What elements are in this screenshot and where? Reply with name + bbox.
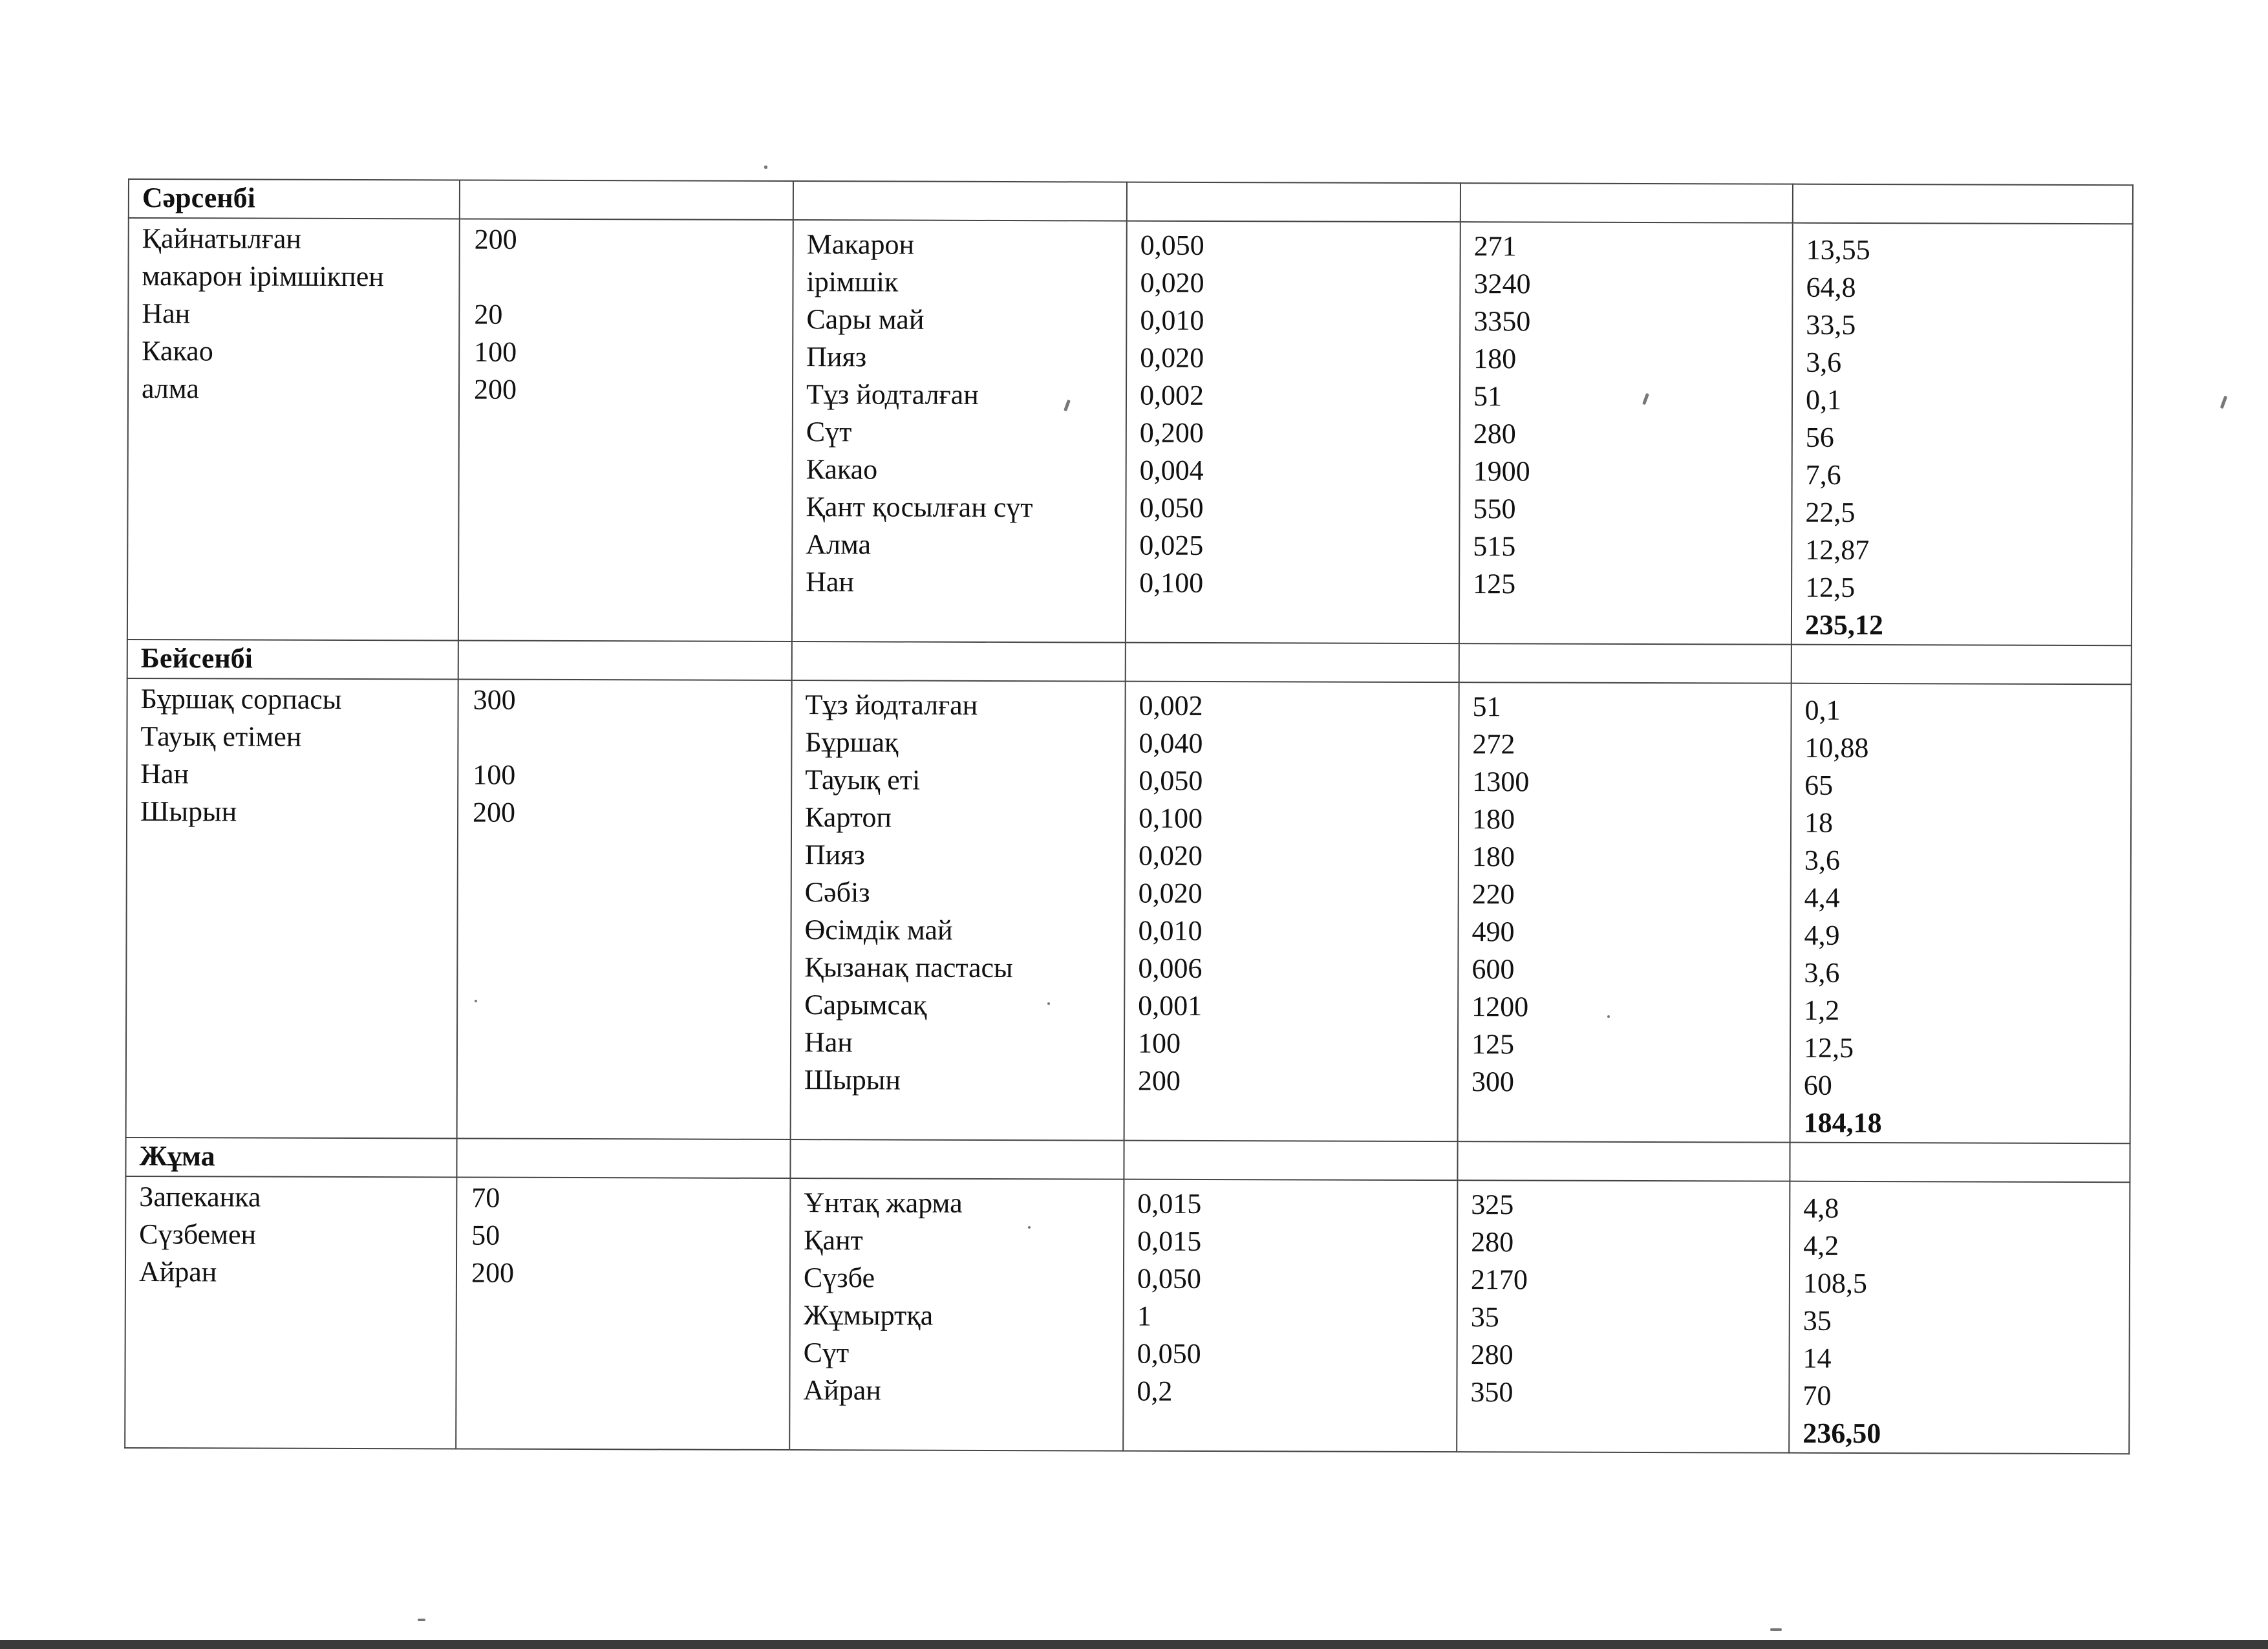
cell-line: Картоп bbox=[805, 801, 892, 834]
day-header-row bbox=[125, 1137, 2130, 1182]
cost-cell bbox=[1789, 1181, 2130, 1454]
cell-line: Тауық етімен bbox=[140, 720, 302, 753]
cell-line: 0,020 bbox=[1138, 839, 1203, 872]
cell-line: 0,001 bbox=[1138, 989, 1203, 1022]
cell-line: 64,8 bbox=[1806, 271, 1856, 303]
cell-line: Сүзбе bbox=[803, 1262, 875, 1294]
ingredients-cell bbox=[792, 220, 1127, 643]
cell-line: Нан bbox=[806, 566, 855, 598]
day-title: Бейсенбі bbox=[127, 640, 458, 680]
cell-line: 0,050 bbox=[1137, 1337, 1201, 1370]
day-header-empty-cell bbox=[793, 181, 1127, 221]
cell-line: 14 bbox=[1803, 1342, 1832, 1374]
day-items-row bbox=[127, 218, 2133, 645]
ingredients-cell bbox=[791, 680, 1126, 1141]
cell-line: 4,8 bbox=[1803, 1192, 1839, 1224]
day-header-empty-cell bbox=[456, 1139, 790, 1179]
cell-line: Запеканка bbox=[139, 1181, 261, 1213]
cell-line: 2170 bbox=[1470, 1264, 1528, 1296]
cell-line: 3,6 bbox=[1806, 346, 1842, 378]
cell-line: 280 bbox=[1473, 418, 1516, 450]
cell-line: Какао bbox=[806, 453, 878, 486]
day-header-empty-cell bbox=[1793, 184, 2133, 224]
cell-line: 300 bbox=[1471, 1066, 1514, 1098]
cell-line: Пияз bbox=[804, 839, 865, 871]
cell-line: 0,006 bbox=[1138, 952, 1203, 984]
cell-line: 4,4 bbox=[1804, 881, 1840, 914]
cell-line: 0,010 bbox=[1140, 304, 1204, 336]
cell-line: 3350 bbox=[1473, 305, 1531, 338]
cell-line: 200 bbox=[474, 223, 517, 255]
day-items-row bbox=[125, 1176, 2130, 1454]
cell-line: 0,1 bbox=[1805, 383, 1842, 416]
cell-line: 180 bbox=[1471, 841, 1515, 873]
price-cell bbox=[1459, 222, 1793, 645]
table-body bbox=[125, 179, 2133, 1454]
cell-line: 1900 bbox=[1473, 455, 1530, 488]
ingredients-cell bbox=[789, 1178, 1124, 1451]
cell-line: Өсімдік май bbox=[804, 914, 953, 946]
cell-line: 200 bbox=[473, 796, 516, 828]
day-header-empty-cell bbox=[1457, 1141, 1790, 1181]
cell-line: 200 bbox=[1137, 1064, 1181, 1097]
cell-line: 0,002 bbox=[1139, 689, 1203, 722]
quantity-cell bbox=[1123, 1180, 1457, 1452]
cell-line: 325 bbox=[1471, 1189, 1514, 1221]
day-header-empty-cell bbox=[1127, 182, 1460, 222]
cell-line: Сүт bbox=[803, 1337, 850, 1369]
cell-line: 0,015 bbox=[1137, 1225, 1202, 1257]
cell-line: 350 bbox=[1470, 1376, 1514, 1408]
cell-line bbox=[473, 719, 791, 757]
cell-line: 0,2 bbox=[1137, 1375, 1173, 1407]
cell-line: 4,9 bbox=[1804, 919, 1840, 951]
cell-line: 10,88 bbox=[1804, 731, 1869, 764]
cell-line: Макарон bbox=[806, 228, 915, 261]
cell-line: 280 bbox=[1470, 1339, 1514, 1371]
cell-line: Қайнатылған bbox=[142, 222, 302, 255]
cell-line: 0,050 bbox=[1140, 229, 1204, 261]
cell-line: 220 bbox=[1471, 878, 1515, 911]
cell-line: 0,004 bbox=[1139, 454, 1204, 486]
cell-line: 13,55 bbox=[1806, 233, 1870, 266]
scan-speck bbox=[1028, 1226, 1031, 1229]
cell-line: 51 bbox=[1472, 691, 1501, 723]
cell-line: Нан bbox=[804, 1026, 853, 1059]
cell-line: Бұршақ сорпасы bbox=[140, 683, 342, 715]
cost-cell bbox=[1792, 223, 2133, 646]
cell-line: 1200 bbox=[1471, 991, 1529, 1023]
cell-line: 271 bbox=[1473, 230, 1517, 263]
cell-line: 12,5 bbox=[1803, 1031, 1854, 1064]
cell-line: Жұмыртқа bbox=[803, 1299, 934, 1331]
scan-speck bbox=[475, 1000, 477, 1002]
cell-line: 0,020 bbox=[1140, 266, 1204, 299]
cell-line bbox=[474, 259, 792, 297]
cell-line: 70 bbox=[471, 1181, 500, 1214]
cell-line: 108,5 bbox=[1803, 1267, 1868, 1299]
cell-line: Шырын bbox=[140, 795, 237, 828]
cell-line: 0,015 bbox=[1137, 1187, 1202, 1220]
cell-line: 0,050 bbox=[1139, 764, 1203, 797]
cell-line: 20 bbox=[474, 298, 503, 330]
cell-line: 7,6 bbox=[1805, 458, 1841, 491]
cell-line: 33,5 bbox=[1806, 308, 1856, 341]
scan-speck bbox=[1607, 1015, 1610, 1018]
day-header-empty-cell bbox=[1460, 183, 1793, 223]
cell-line: 200 bbox=[471, 1256, 515, 1289]
cell-line: 35 bbox=[1470, 1301, 1499, 1333]
cell-line: 125 bbox=[1473, 568, 1516, 600]
day-header-empty-cell bbox=[792, 641, 1126, 682]
cell-line: Сүт bbox=[806, 416, 852, 448]
cell-line: Қант қосылған сүт bbox=[806, 491, 1033, 524]
cell-line: 100 bbox=[474, 336, 517, 368]
cell-line: 180 bbox=[1473, 343, 1517, 375]
cell-line: Тауық еті bbox=[805, 764, 921, 796]
cost-cell bbox=[1790, 684, 2132, 1144]
cell-line: 3,6 bbox=[1804, 844, 1840, 876]
cell-line: 100 bbox=[473, 759, 516, 791]
cell-line: 0,050 bbox=[1139, 491, 1204, 524]
cell-line: 50 bbox=[471, 1219, 500, 1251]
day-title: Сәрсенбі bbox=[129, 179, 460, 219]
cell-line: 550 bbox=[1473, 493, 1516, 525]
portion-cell bbox=[458, 219, 793, 642]
day-header-empty-cell bbox=[458, 641, 792, 681]
scan-speck bbox=[1047, 1002, 1050, 1005]
dish-names-cell bbox=[126, 678, 458, 1139]
cell-line: Айран bbox=[803, 1374, 881, 1406]
cell-line: макарон ірімшікпен bbox=[142, 260, 384, 293]
cell-line: 1 bbox=[1137, 1300, 1151, 1332]
cell-line: Сүзбемен bbox=[139, 1218, 257, 1251]
cell-line: Пияз bbox=[806, 341, 867, 373]
day-header-empty-cell bbox=[790, 1139, 1124, 1180]
cell-line: 18 bbox=[1804, 806, 1834, 839]
cell-line: 56 bbox=[1805, 421, 1834, 453]
menu-cost-table bbox=[124, 178, 2134, 1454]
cell-line: алма bbox=[141, 372, 200, 405]
scan-speck bbox=[1770, 1628, 1782, 1631]
day-header-row bbox=[129, 179, 2133, 224]
cell-line: Шырын bbox=[804, 1064, 901, 1096]
cell-line: 1300 bbox=[1472, 766, 1530, 798]
cell-line: 200 bbox=[473, 373, 517, 405]
dish-names-cell bbox=[125, 1176, 456, 1449]
cell-line: Алма bbox=[806, 528, 872, 561]
day-header-empty-cell bbox=[1459, 643, 1792, 684]
cell-line: 0,200 bbox=[1139, 416, 1204, 449]
cell-line: 180 bbox=[1471, 803, 1515, 835]
cell-line: Сәбіз bbox=[804, 876, 870, 909]
cell-line: 3,6 bbox=[1804, 956, 1840, 989]
day-header-empty-cell bbox=[1792, 645, 2132, 685]
day-header-empty-cell bbox=[1124, 1141, 1457, 1181]
cell-line: 0,025 bbox=[1139, 529, 1204, 561]
cell-line: Нан bbox=[140, 758, 189, 790]
cell-line: 0,020 bbox=[1138, 877, 1203, 909]
cell-line: 490 bbox=[1471, 916, 1515, 948]
cell-line: Сарымсақ bbox=[804, 989, 927, 1021]
scan-speck bbox=[2220, 396, 2228, 409]
cell-line: Нан bbox=[142, 297, 191, 330]
cell-line: Айран bbox=[138, 1256, 217, 1288]
cell-line: 600 bbox=[1471, 953, 1515, 986]
quantity-cell bbox=[1124, 682, 1459, 1142]
day-header-empty-cell bbox=[460, 180, 793, 221]
cell-line: Ұнтақ жарма bbox=[804, 1187, 963, 1219]
cell-line: 1,2 bbox=[1804, 994, 1840, 1026]
cell-line: 0,002 bbox=[1139, 379, 1204, 411]
cell-line: Бұршақ bbox=[805, 726, 899, 759]
day-header-row bbox=[127, 640, 2132, 684]
cell-line: 0,100 bbox=[1138, 802, 1203, 834]
scan-speck bbox=[764, 166, 767, 169]
cell-line: 3240 bbox=[1473, 268, 1531, 300]
day-header-empty-cell bbox=[1790, 1143, 2130, 1183]
cell-line: 12,5 bbox=[1805, 571, 1856, 603]
cell-line: 0,100 bbox=[1139, 566, 1204, 599]
quantity-cell bbox=[1126, 221, 1460, 644]
cell-line: Тұз йодталған bbox=[805, 689, 978, 721]
cell-line: 22,5 bbox=[1805, 496, 1856, 528]
cell-line: 4,2 bbox=[1803, 1229, 1839, 1262]
dish-names-cell bbox=[127, 218, 460, 641]
cell-line: Сары май bbox=[806, 303, 925, 336]
cell-line: 0,040 bbox=[1139, 727, 1203, 759]
day-title: Жұма bbox=[125, 1137, 456, 1178]
cell-line: 0,010 bbox=[1138, 914, 1203, 947]
cell-line: 125 bbox=[1471, 1028, 1515, 1061]
scan-speck bbox=[418, 1619, 425, 1621]
cell-line: Қызанақ пастасы bbox=[804, 951, 1013, 984]
cell-line: 300 bbox=[473, 684, 516, 716]
scan-bottom-edge bbox=[0, 1640, 2268, 1649]
portion-cell bbox=[456, 1178, 790, 1450]
cell-line: 65 bbox=[1804, 769, 1834, 801]
cell-line: 280 bbox=[1471, 1226, 1514, 1258]
cell-line: 70 bbox=[1803, 1379, 1832, 1412]
price-cell bbox=[1458, 682, 1792, 1143]
portion-cell bbox=[457, 680, 792, 1140]
cell-line: 0,050 bbox=[1137, 1262, 1202, 1295]
day-total: 184,18 bbox=[1803, 1106, 1882, 1139]
cell-line: 272 bbox=[1472, 728, 1515, 760]
cell-line: 12,87 bbox=[1805, 534, 1870, 566]
cell-line: 100 bbox=[1137, 1027, 1181, 1059]
cell-line: ірімшік bbox=[806, 266, 899, 298]
price-cell bbox=[1457, 1180, 1790, 1453]
day-total: 236,50 bbox=[1803, 1417, 1881, 1450]
day-total: 235,12 bbox=[1804, 609, 1884, 641]
cell-line: 51 bbox=[1473, 380, 1503, 413]
day-header-empty-cell bbox=[1126, 643, 1459, 683]
cell-line: Какао bbox=[142, 335, 213, 367]
cell-line: Қант bbox=[804, 1224, 863, 1256]
cell-line: 60 bbox=[1803, 1069, 1832, 1101]
cell-line: 515 bbox=[1473, 530, 1516, 563]
day-items-row bbox=[126, 678, 2132, 1143]
cell-line: 35 bbox=[1803, 1304, 1832, 1337]
cell-line: Тұз йодталған bbox=[806, 378, 979, 411]
cell-line: 0,020 bbox=[1140, 341, 1204, 374]
cell-line: 0,1 bbox=[1804, 694, 1841, 726]
